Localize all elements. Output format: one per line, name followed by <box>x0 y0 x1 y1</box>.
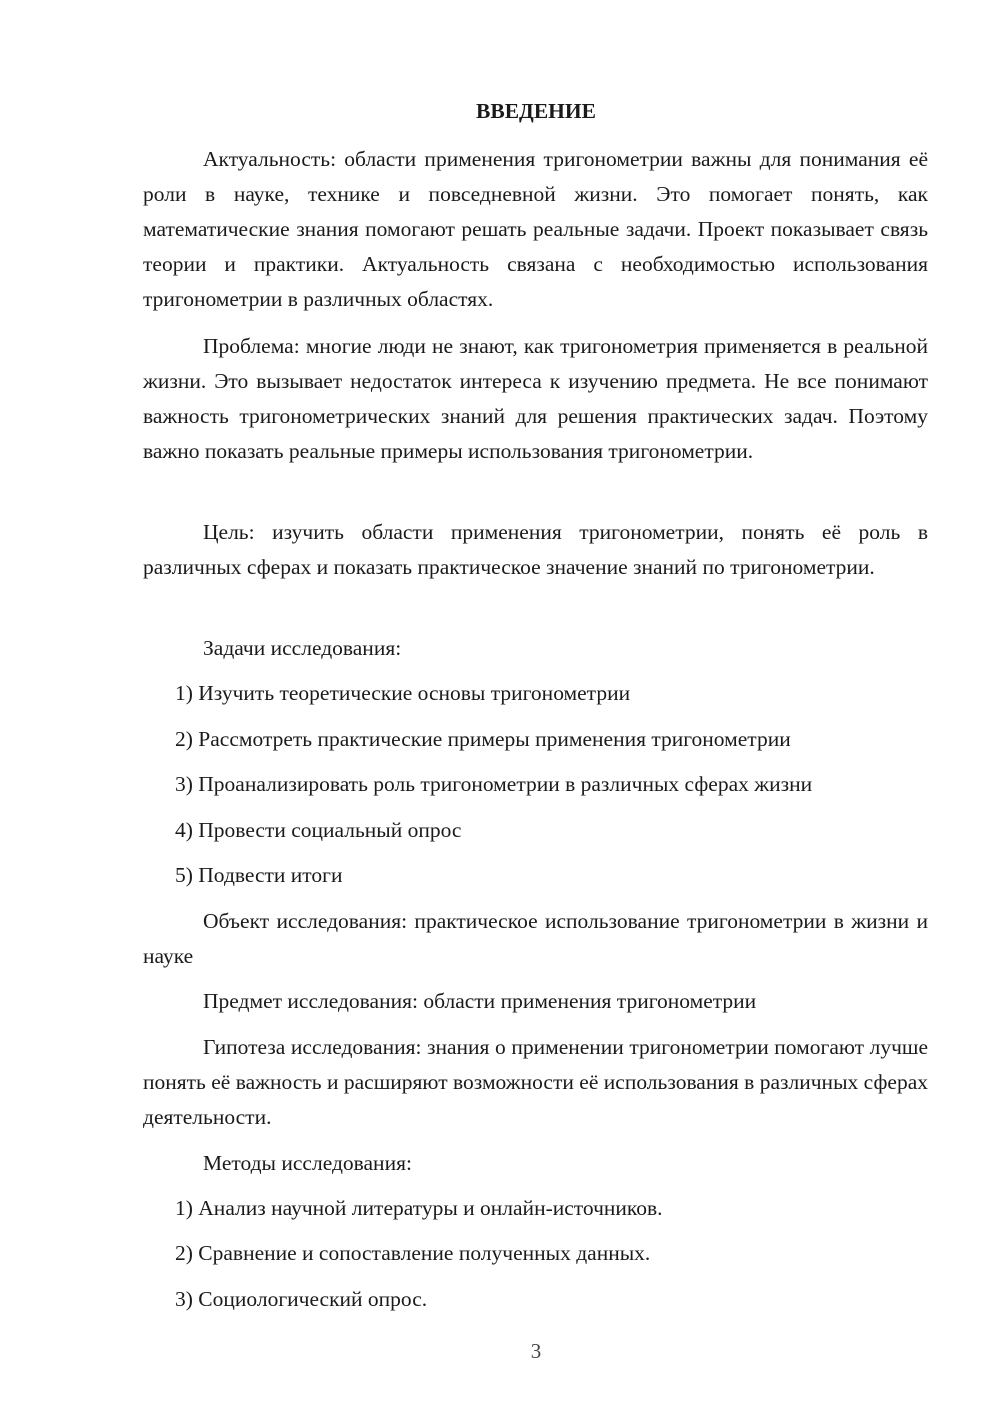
method-item: 3) Социологический опрос. <box>175 1287 428 1311</box>
hypothesis-paragraph: Гипотеза исследования: знания о применении тригонометрии помогают лучше понять её важность и расширяют возможности её использования в различных сферах деятельности. <box>143 1035 928 1129</box>
task-item: 2) Рассмотреть практические примеры применения тригонометрии <box>175 727 791 751</box>
methods-heading: Методы исследования: <box>203 1151 412 1175</box>
goal-paragraph: Цель: изучить области применения тригонометрии, понять её роль в различных сферах и показать практическое значение знаний по тригонометрии. <box>143 520 928 579</box>
method-item: 2) Сравнение и сопоставление полученных данных. <box>175 1241 651 1265</box>
task-item: 4) Провести социальный опрос <box>175 818 462 842</box>
section-title: ВВЕДЕНИЕ <box>476 99 596 123</box>
relevance-paragraph: Актуальность: области применения тригонометрии важны для понимания её роли в науке, технике и повседневной жизни. Это помогает понять, как математические знания помогают решать реальные задачи. Проект показывает связь теории и практики. Актуальность связана с необходимостью использования тригонометрии в различных областях. <box>143 147 928 311</box>
subject-paragraph: Предмет исследования: области применения тригонометрии <box>203 989 757 1013</box>
method-item: 1) Анализ научной литературы и онлайн-источников. <box>175 1196 663 1220</box>
task-item: 1) Изучить теоретические основы тригонометрии <box>175 681 631 705</box>
task-item: 3) Проанализировать роль тригонометрии в различных сферах жизни <box>175 772 813 796</box>
page-number: 3 <box>530 1339 542 1363</box>
object-paragraph: Объект исследования: практическое использование тригонометрии в жизни и науке <box>143 909 928 968</box>
tasks-heading: Задачи исследования: <box>203 636 402 660</box>
problem-paragraph: Проблема: многие люди не знают, как тригонометрия применяется в реальной жизни. Это вызывает недостаток интереса к изучению предмета. Не все понимают важность тригонометрических знаний для решения практических задач. Поэтому важно показать реальные примеры использования тригонометрии. <box>143 334 928 463</box>
task-item: 5) Подвести итоги <box>175 863 343 887</box>
